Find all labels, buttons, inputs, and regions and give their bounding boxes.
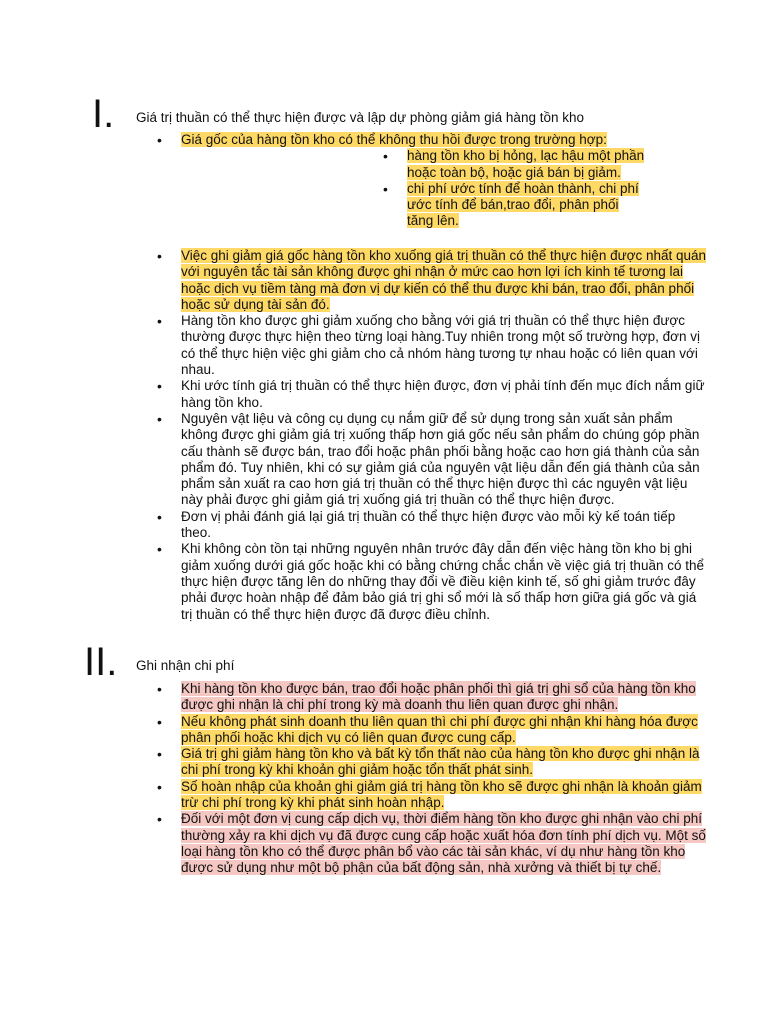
list-item: • Giá trị ghi giảm hàng tồn kho và bất kỳ tổn thất nào của hàng tồn kho được ghi nhận là chi phí trong kỳ khi khoản ghi giảm hoặc tổn thất phát sinh. (0, 746, 768, 779)
sub-list (181, 148, 708, 229)
list-item: • Khi không còn tồn tại những nguyên nhân trước đây dẫn đến việc hàng tồn kho bị ghi giảm xuống dưới giá gốc hoặc khi có bằng chứng chắc chắn về việc giá trị thuần có thể thực hiện được tăng lên do những thay đổi về điều kiện kinh tế, số ghi giảm trước đây phải được hoàn nhập để đảm bảo giá trị ghi sổ mới là số thấp hơn giữa giá gốc và giá trị thuần có thể thực hiện được đã được điều chỉnh. (0, 541, 768, 622)
list-item: • Nguyên vật liệu và công cụ dụng cụ nắm giữ để sử dụng trong sản xuất sản phẩm không được ghi giảm giá trị xuống thấp hơn giá gốc nếu sản phẩm do chúng góp phần cấu thành sẽ được bán, trao đổi hoặc phân phối bằng hoặc cao hơn giá thành của sản phẩm đó. Tuy nhiên, khi có sự giảm giá của nguyên vật liệu dẫn đến giá thành của sản phẩm sản xuất ra cao hơn giá trị thuần có thể thực hiện được thì các nguyên vật liệu này phải được ghi giảm giá trị xuống giá trị thuần có thể thực hiện được. (0, 411, 768, 509)
section-2-list (0, 681, 768, 877)
section-1-numeral: I. (92, 92, 115, 136)
section-2-numeral: II. (84, 640, 118, 684)
sub-list-item: • chi phí ước tính để hoàn thành, chi phí ước tính để bán,trao đổi, phân phối tăng lên. (181, 181, 708, 230)
list-item: • Hàng tồn kho được ghi giảm xuống cho bằng với giá trị thuần có thể thực hiện được thường được thực hiện theo từng loại hàng.Tuy nhiên trong một số trường hợp, đơn vị có thể thực hiện việc ghi giảm cho cả nhóm hàng tương tự nhau hoặc có liên quan với nhau. (0, 313, 768, 378)
list-item: • Giá gốc của hàng tồn kho có thể không thu hồi được trong trường hợp: • hàng tồn kho bị hỏng, lạc hậu một phần hoặc toàn bộ, hoặc giá bán bị giảm. • chi phí ước tính để hoàn thành, chi phí ước tính để bán,trao đổi, phân phối tăng lên. (0, 132, 768, 230)
list-item: • Đối với một đơn vị cung cấp dịch vụ, thời điểm hàng tồn kho được ghi nhận vào chi phí thường xảy ra khi dịch vụ đã được cung cấp hoặc xuất hóa đơn tính phí dịch vụ. Một số loại hàng tồn kho có thể được phân bổ vào các tài sản khác, ví dụ như hàng tồn kho được sử dụng như một bộ phận của bất động sản, nhà xưởng và thiết bị tự chế. (0, 811, 768, 876)
list-item: • Khi ước tính giá trị thuần có thể thực hiện được, đơn vị phải tính đến mục đích nắm giữ hàng tồn kho. (0, 378, 768, 411)
list-item: • Khi hàng tồn kho được bán, trao đổi hoặc phân phối thì giá trị ghi sổ của hàng tồn kho được ghi nhận là chi phí trong kỳ mà doanh thu liên quan được ghi nhận. (0, 681, 768, 714)
list-item: • Số hoàn nhập của khoản ghi giảm giá trị hàng tồn kho sẽ được ghi nhận là khoản giảm trừ chi phí trong kỳ khi phát sinh hoàn nhập. (0, 779, 768, 812)
list-item: • Việc ghi giảm giá gốc hàng tồn kho xuống giá trị thuần có thể thực hiện được nhất quán với nguyên tắc tài sản không được ghi nhận ở mức cao hơn lợi ích kinh tế tương lai hoặc dịch vụ tiềm tàng mà đơn vị dự kiến có thể thu được khi bán, trao đổi, phân phối hoặc sử dụng tài sản đó. (0, 248, 768, 313)
list-item: • Nếu không phát sinh doanh thu liên quan thì chi phí được ghi nhận khi hàng hóa được phân phối hoặc khi dịch vụ có liên quan được cung cấp. (0, 714, 768, 747)
section-2-heading: Ghi nhận chi phí (136, 658, 235, 673)
sub-list-item: • hàng tồn kho bị hỏng, lạc hậu một phần hoặc toàn bộ, hoặc giá bán bị giảm. (181, 148, 708, 181)
section-1-heading: Giá trị thuần có thể thực hiện được và lập dự phòng giảm giá hàng tồn kho (136, 110, 584, 125)
list-item: • Đơn vị phải đánh giá lại giá trị thuần có thể thực hiện được vào mỗi kỳ kế toán tiếp theo. (0, 509, 768, 542)
section-1-list-top (0, 132, 768, 230)
section-1-list (0, 248, 768, 623)
